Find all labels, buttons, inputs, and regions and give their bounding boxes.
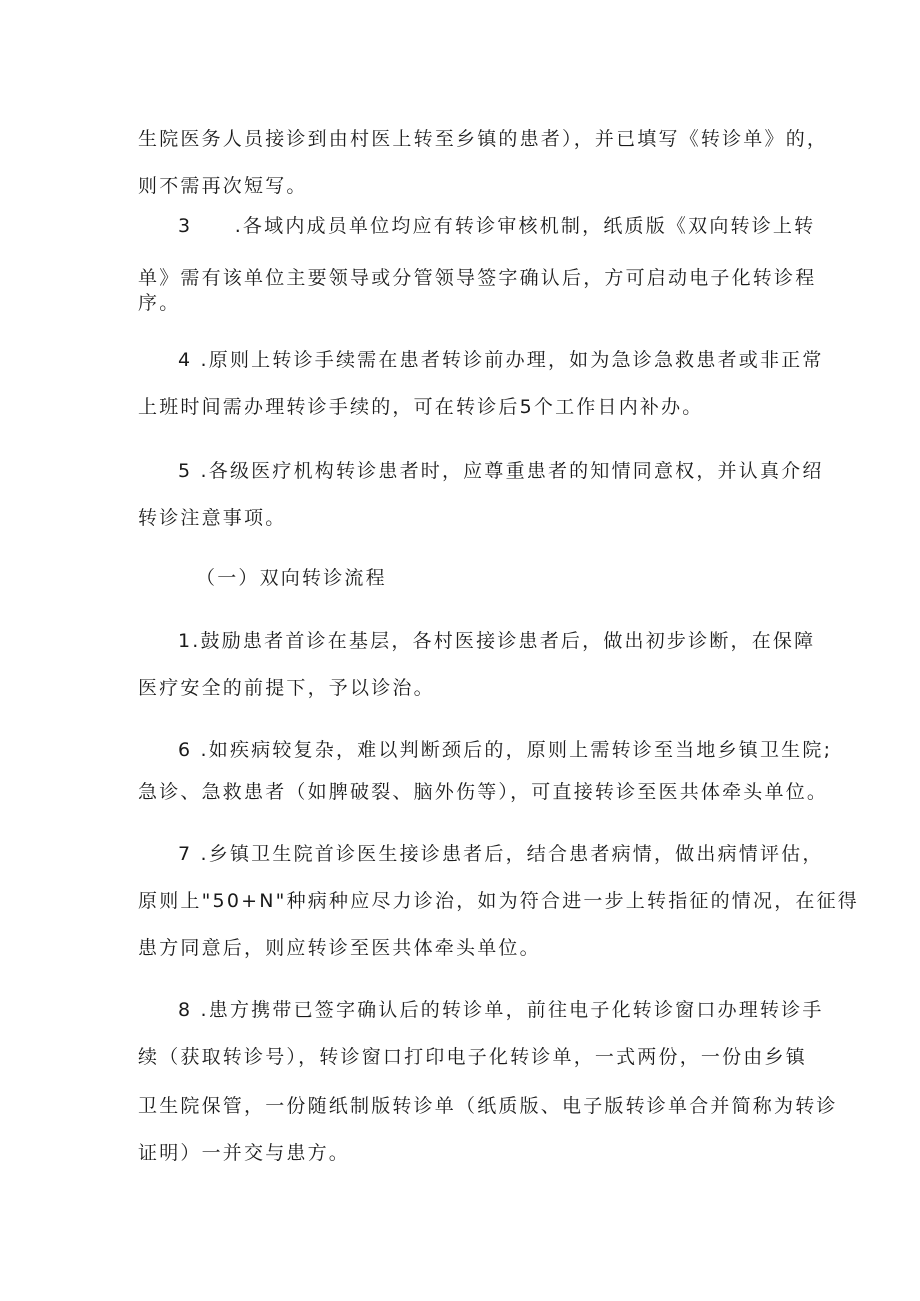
paragraph-7-line: 7 .乡镇卫生院首诊医生接诊患者后，结合患者病情，做出病情评估，: [178, 843, 824, 865]
text-line: 生院医务人员接诊到由村医上转至乡镇的患者），并已填写《转诊单》的，: [138, 128, 829, 150]
paragraph-3-line: 3 .各域内成员单位均应有转诊审核机制，纸质版《双向转诊上转: [178, 215, 816, 237]
text-line: 患方同意后，则应转诊至医共体牵头单位。: [138, 937, 541, 959]
paragraph-4-line: 4 .原则上转诊手续需在患者转诊前办理，如为急诊急救患者或非正常: [178, 349, 824, 371]
paragraph-5-line: 5 .各级医疗机构转诊患者时，应尊重患者的知情同意权，并认真介绍: [178, 460, 824, 482]
paragraph-1-line: 1.鼓励患者首诊在基层，各村医接诊患者后，做出初步诊断，在保障: [178, 630, 816, 652]
text-line: 医疗安全的前提下，予以诊治。: [138, 677, 435, 699]
paragraph-6-line: 6 .如疾病较复杂，难以判断颈后的，原则上需转诊至当地乡镇卫生院;: [178, 739, 833, 761]
text-line: 卫生院保管，一份随纸制版转诊单（纸质版、电子版转诊单合并简称为转诊: [138, 1095, 838, 1117]
paragraph-8-line: 8 .患方携带已签字确认后的转诊单，前往电子化转诊窗口办理转诊手: [178, 999, 824, 1021]
text-line: 上班时间需办理转诊手续的，可在转诊后5个工作日内补办。: [138, 396, 704, 418]
text-line: 则不需再次短写。: [138, 175, 308, 197]
text-line: 单》需有该单位主要领导或分管领导签字确认后，方可启动电子化转诊程: [138, 267, 817, 289]
text-line: 急诊、急救患者（如脾破裂、脑外伤等），可直接转诊至医共体牵头单位。: [138, 781, 829, 803]
text-line: 证明）一并交与患方。: [138, 1142, 351, 1164]
text-line: 序。: [138, 292, 181, 314]
text-line: 原则上"50+N"种病种应尽力诊治，如为符合进一步上转指征的情况，在征得: [138, 890, 859, 912]
section-heading: （一）双向转诊流程: [196, 567, 387, 589]
text-line: 续（获取转诊号），转诊窗口打印电子化转诊单，一式两份，一份由乡镇: [138, 1046, 807, 1068]
text-line: 转诊注意事项。: [138, 507, 287, 529]
